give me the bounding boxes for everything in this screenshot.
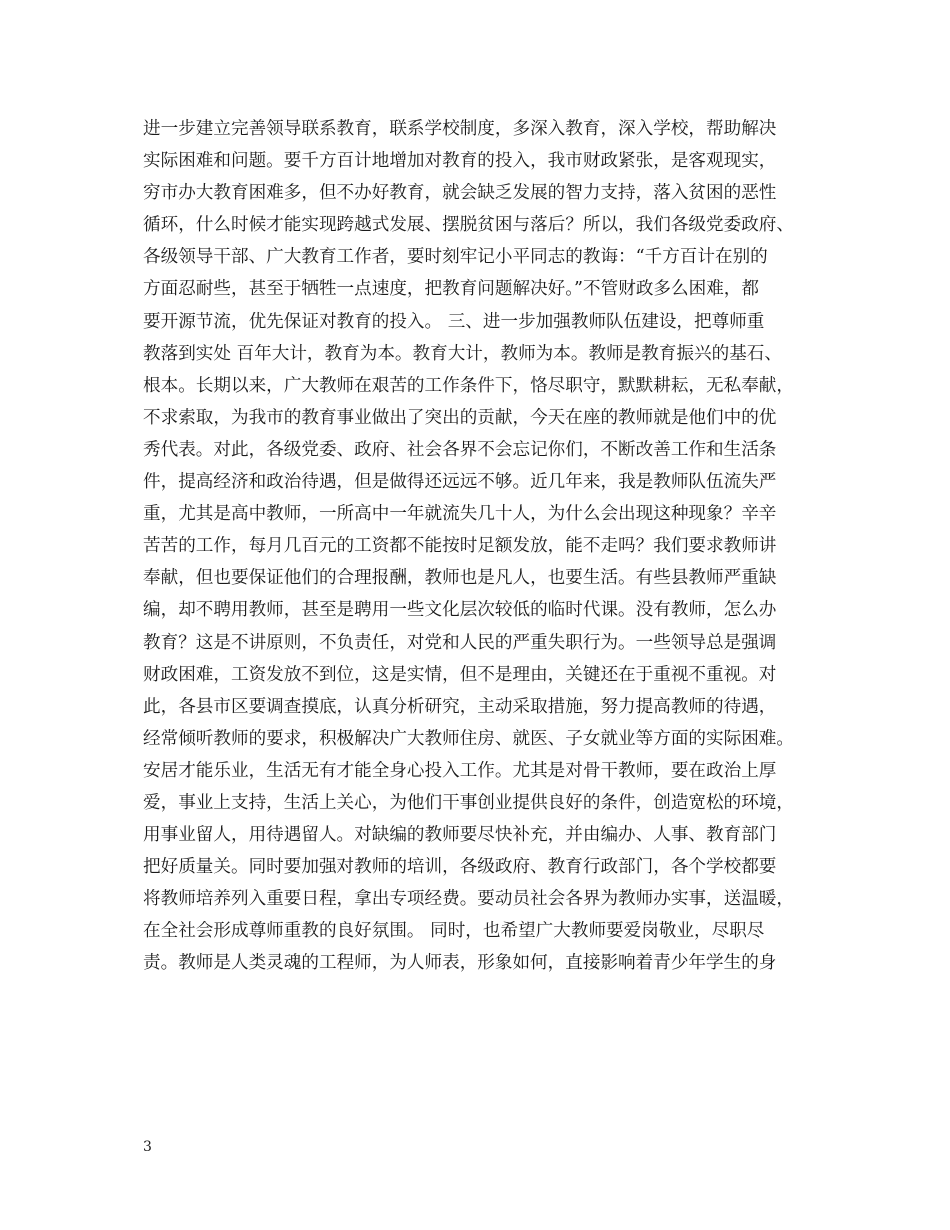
- text-line: 用事业留人，用待遇留人。对缺编的教师要尽快补充，并由编办、人事、教育部门: [143, 825, 777, 846]
- text-line: 将教师培养列入重要日程，拿出专项经费。要动员社会各界为教师办实事，送温暖，: [143, 889, 794, 910]
- text-line: 爱，事业上支持，生活上关心，为他们干事创业提供良好的条件，创造宽松的环境，: [143, 792, 794, 813]
- text-line: 在全社会形成尊师重教的良好氛围。 同时，也希望广大教师要爱岗敬业，尽职尽: [143, 921, 765, 942]
- text-line: 秀代表。对此，各级党委、政府、社会各界不会忘记你们，不断改善工作和生活条: [143, 439, 777, 460]
- text-line: 重，尤其是高中教师，一所高中一年就流失几十人，为什么会出现这种现象？辛辛: [143, 504, 777, 525]
- text-line: 各级领导干部、广大教育工作者，要时刻牢记小平同志的教诲：“千方百计在别的: [143, 247, 768, 268]
- text-line: 教育？这是不讲原则，不负责任，对党和人民的严重失职行为。一些领导总是强调: [143, 632, 777, 653]
- text-line: 根本。长期以来，广大教师在艰苦的工作条件下，恪尽职守，默默耕耘，无私奉献，: [143, 375, 794, 396]
- text-line: 责。教师是人类灵魂的工程师，为人师表，形象如何，直接影响着青少年学生的身: [143, 953, 777, 974]
- text-line: 件，提高经济和政治待遇，但是做得还远远不够。近几年来，我是教师队伍流失严: [143, 472, 777, 493]
- page-number: 3: [143, 1139, 152, 1155]
- text-line: 方面忍耐些，甚至于牺牲一点速度，把教育问题解决好。”不管财政多么困难，都: [143, 279, 759, 300]
- text-line: 要开源节流，优先保证对教育的投入。 三、进一步加强教师队伍建设，把尊师重: [143, 311, 765, 332]
- text-line: 教落到实处 百年大计，教育为本。教育大计，教师为本。教师是教育振兴的基石、: [143, 343, 782, 364]
- text-line: 财政困难，工资发放不到位，这是实情，但不是理由，关键还在于重视不重视。对: [143, 664, 777, 685]
- text-line: 穷市办大教育困难多，但不办好教育，就会缺乏发展的智力支持，落入贫困的恶性: [143, 183, 777, 204]
- text-line: 经常倾听教师的要求，积极解决广大教师住房、就医、子女就业等方面的实际困难。: [143, 728, 794, 749]
- text-line: 苦苦的工作，每月几百元的工资都不能按时足额发放，能不走吗？我们要求教师讲: [143, 536, 777, 557]
- text-line: 不求索取，为我市的教育事业做出了突出的贡献，今天在座的教师就是他们中的优: [143, 407, 777, 428]
- text-line: 循环，什么时候才能实现跨越式发展、摆脱贫困与落后？所以，我们各级党委政府、: [143, 215, 794, 236]
- body-text: [143, 113, 823, 980]
- text-line: 实际困难和问题。要千方百计地增加对教育的投入，我市财政紧张，是客观现实，: [143, 151, 777, 172]
- text-line: 此，各县市区要调查摸底，认真分析研究，主动采取措施，努力提高教师的待遇，: [143, 696, 777, 717]
- text-line: 编，却不聘用教师，甚至是聘用一些文化层次较低的临时代课。没有教师，怎么办: [143, 600, 777, 621]
- text-line: 奉献，但也要保证他们的合理报酬，教师也是凡人，也要生活。有些县教师严重缺: [143, 568, 777, 589]
- text-line: 安居才能乐业，生活无有才能全身心投入工作。尤其是对骨干教师，要在政治上厚: [143, 760, 777, 781]
- text-line: 把好质量关。同时要加强对教师的培训，各级政府、教育行政部门，各个学校都要: [143, 857, 777, 878]
- text-line: 进一步建立完善领导联系教育，联系学校制度，多深入教育，深入学校，帮助解决: [143, 119, 777, 139]
